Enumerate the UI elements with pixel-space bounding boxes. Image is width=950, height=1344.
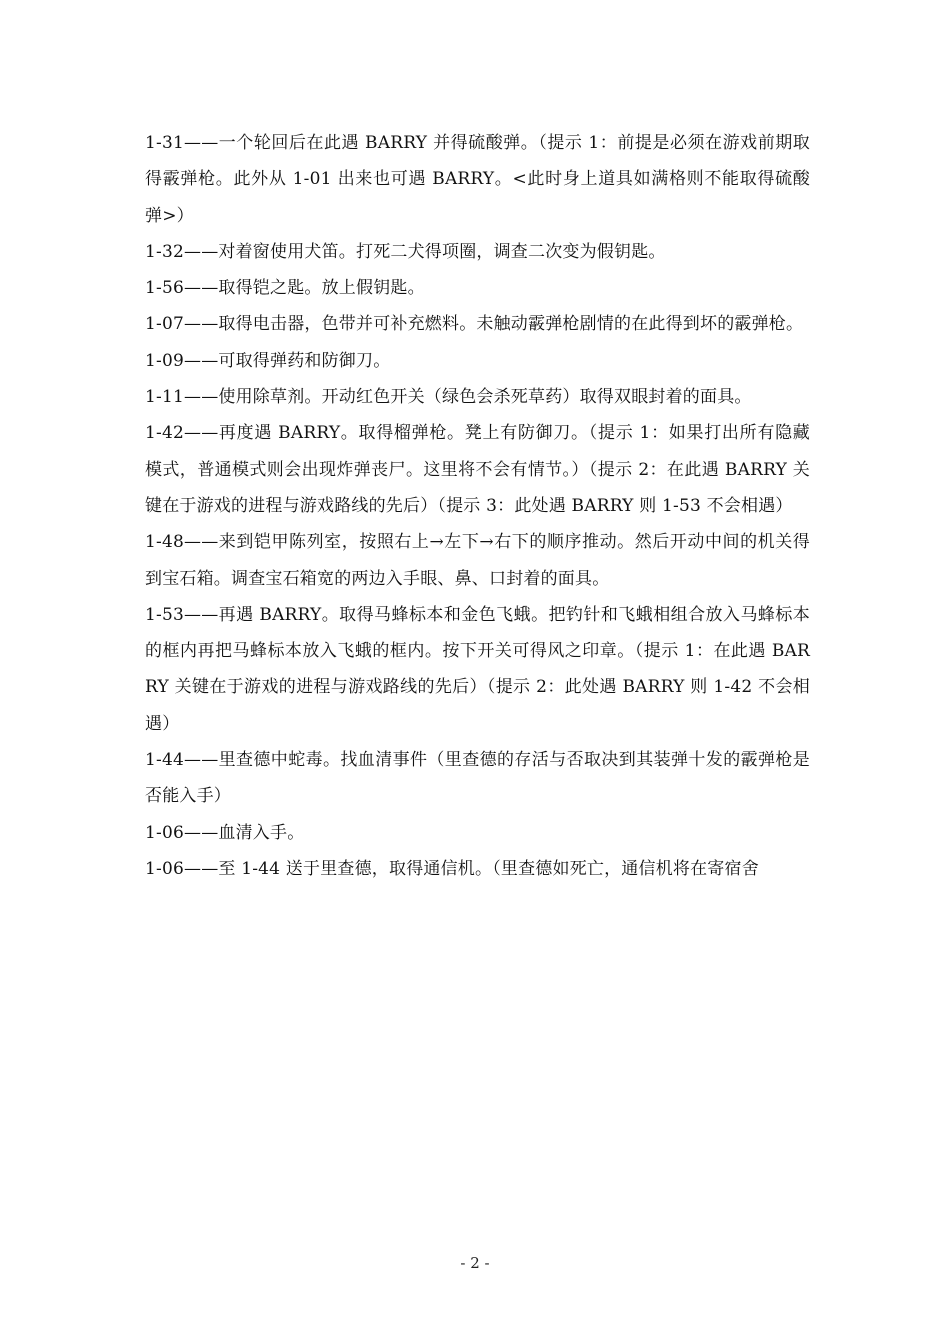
page-number: - 2 - [460,1254,490,1272]
paragraph-1-42: 1-42——再度遇 BARRY。取得榴弹枪。凳上有防御刀。（提示 1：如果打出所有隐藏模式，普通模式则会出现炸弹丧尸。这里将不会有情节。）（提示 2：在此遇 BARRY 关键在于游戏的进程与游戏路线的先后）（提示 3：此处遇 BARRY 则 1-53 不会相遇） [145,423,810,516]
paragraph-1-06-serum: 1-06——血清入手。 [145,822,305,843]
paragraph-1-53: 1-53——再遇 BARRY。取得马蜂标本和金色飞蛾。把钓针和飞蛾相组合放入马蜂标本的框内再把马蜂标本放入飞蛾的框内。按下开关可得风之印章。（提示 1：在此遇 BARRY 关键在于游戏的进程与游戏路线的先后）（提示 2：此处遇 BARRY 则 1-42 不会相遇） [145,604,810,734]
paragraph-1-32: 1-32——对着窗使用犬笛。打死二犬得项圈，调查二次变为假钥匙。 [145,241,666,262]
document-body [145,125,810,887]
paragraph-1-09: 1-09——可取得弹药和防御刀。 [145,350,391,371]
paragraph-1-11: 1-11——使用除草剂。开动红色开关（绿色会杀死草药）取得双眼封着的面具。 [145,387,752,408]
paragraph-1-44: 1-44——里查德中蛇毒。找血清事件（里查德的存活与否取决到其装弹十发的霰弹枪是否能入手） [145,750,810,807]
paragraph-1-06-radio: 1-06——至 1-44 送于里查德，取得通信机。（里查德如死亡，通信机将在寄宿舍 [145,858,759,879]
paragraph-1-56: 1-56——取得铠之匙。放上假钥匙。 [145,278,425,299]
paragraph-1-31: 1-31——一个轮回后在此遇 BARRY 并得硫酸弹。（提示 1：前提是必须在游戏前期取得霰弹枪。此外从 1-01 出来也可遇 BARRY。<此时身上道具如满格则不能取得硫酸弹>） [145,133,810,226]
paragraph-1-07: 1-07——取得电击器，色带并可补充燃料。未触动霰弹枪剧情的在此得到坏的霰弹枪。 [145,314,804,335]
paragraph-1-48: 1-48——来到铠甲陈列室，按照右上→左下→右下的顺序推动。然后开动中间的机关得到宝石箱。调查宝石箱宽的两边入手眼、鼻、口封着的面具。 [145,532,810,589]
